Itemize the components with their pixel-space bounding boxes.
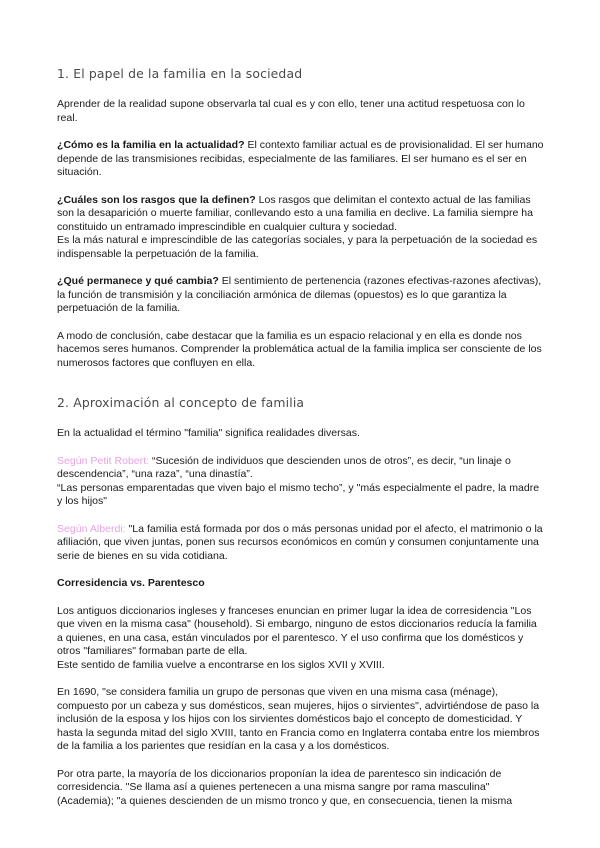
definition-robert	[57, 455, 545, 509]
definition-quote-continued: “Las personas emparentadas que viven bajo el mismo techo”, y "más especialmente el padre, la madre y los hijos"	[57, 481, 540, 507]
question-answer: El contexto familiar actual es de provisionalidad. El ser humano depende de las transmisiones recibidas, especialmente de las familiares. El ser humano es el ser en situación.	[57, 139, 544, 178]
section-1-intro: Aprender de la realidad supone observarla tal cual es y con ello, tener una actitud respetuosa con lo real.	[57, 98, 525, 124]
question-answer: El sentimiento de pertenencia (razones efectivas-razones afectivas), la función de transmisión y la conciliación armónica de dilemas (opuestos) es lo que garantiza la perpetuación de la familia.	[57, 275, 542, 314]
question-paragraph-2	[57, 194, 545, 262]
definition-quote: “Sucesión de individuos que descienden unos de otros”, es decir, “un linaje o descendencia”, “una raza”, “una dinastía”.	[57, 454, 511, 480]
paragraph-text: Los antiguos diccionarios ingleses y franceses enuncian en primer lugar la idea de corresidencia "Los que viven en la misma casa" (household). Si embargo, ninguno de estos diccionarios reducía la familia a quienes, en una casa, están vinculados por el parentesco. Y el uso confirma que los domésticos y otros "familiares" formaban parte de ella.	[57, 604, 537, 657]
subsection-heading: Corresidencia vs. Parentesco	[57, 577, 205, 589]
definition-alberdi	[57, 523, 545, 564]
paragraph-text-continued: Este sentido de familia vuelve a encontrarse en los siglos XVII y XVIII.	[57, 658, 385, 671]
section-1-heading: 1. El papel de la familia en la sociedad	[57, 66, 303, 81]
question-paragraph-3	[57, 275, 545, 316]
history-paragraph: En 1690, "se considera familia un grupo de personas que viven en una misma casa (ménage), compuesto por un cabeza y sus domésticos, sean mujeres, hijos o sirvientes", advirtiéndose de paso la inclusión de la esposa y los hijos con los sirvientes domésticos bajo el concepto de domesticidad. Y hasta la segunda mitad del siglo XVIII, tanto en Francia como en Inglaterra contaba entre los miembros de la familia a los parientes que residían en la casa y a los domésticos.	[57, 686, 540, 752]
source-label: Según Petit Robert:	[57, 454, 150, 467]
question-label: ¿Cuáles son los rasgos que la definen?	[57, 193, 256, 206]
section-2-intro: En la actualidad el término "familia" significa realidades diversas.	[57, 427, 360, 439]
conclusion-paragraph: A modo de conclusión, cabe destacar que la familia es un espacio relacional y en ella es donde nos hacemos seres humanos. Comprender la problemática actual de la familia implica ser consciente de los numerosos factores que confluyen en ella.	[57, 329, 542, 369]
source-label: Según Alberdi:	[57, 522, 126, 535]
section-2-heading: 2. Aproximación al concepto de familia	[57, 395, 305, 410]
question-label: ¿Qué permanece y qué cambia?	[57, 275, 219, 287]
question-answer: Los rasgos que delimitan el contexto actual de las familias son la desaparición o muerte familiar, conllevando esto a una familia en declive. La familia siempre ha constituido un entramado imprescindible en cualquier cultura y sociedad.	[57, 193, 534, 233]
question-answer-continued: Es la más natural e imprescindible de las categorías sociales, y para la perpetuación de la sociedad es indispensable la perpetuación de la familia.	[57, 234, 538, 260]
document-content	[57, 66, 545, 808]
question-paragraph-1	[57, 139, 545, 180]
question-label: ¿Cómo es la familia en la actualidad?	[57, 139, 245, 151]
definition-quote: "La familia está formada por dos o más personas unidad por el afecto, el matrimonio o la afiliación, que viven juntas, ponen sus recursos económicos en común y consumen conjuntamente una serie de bienes en su vida cotidiana.	[57, 522, 543, 562]
corresidence-paragraph	[57, 605, 545, 673]
kinship-paragraph: Por otra parte, la mayoría de los diccionarios proponían la idea de parentesco sin indicación de corresidencia. "Se llama así a quienes pertenecen a una misma sangre por rama masculina" (Academia); "a quienes descienden de un mismo tronco y que, en consecuencia, tienen la misma	[57, 767, 513, 807]
